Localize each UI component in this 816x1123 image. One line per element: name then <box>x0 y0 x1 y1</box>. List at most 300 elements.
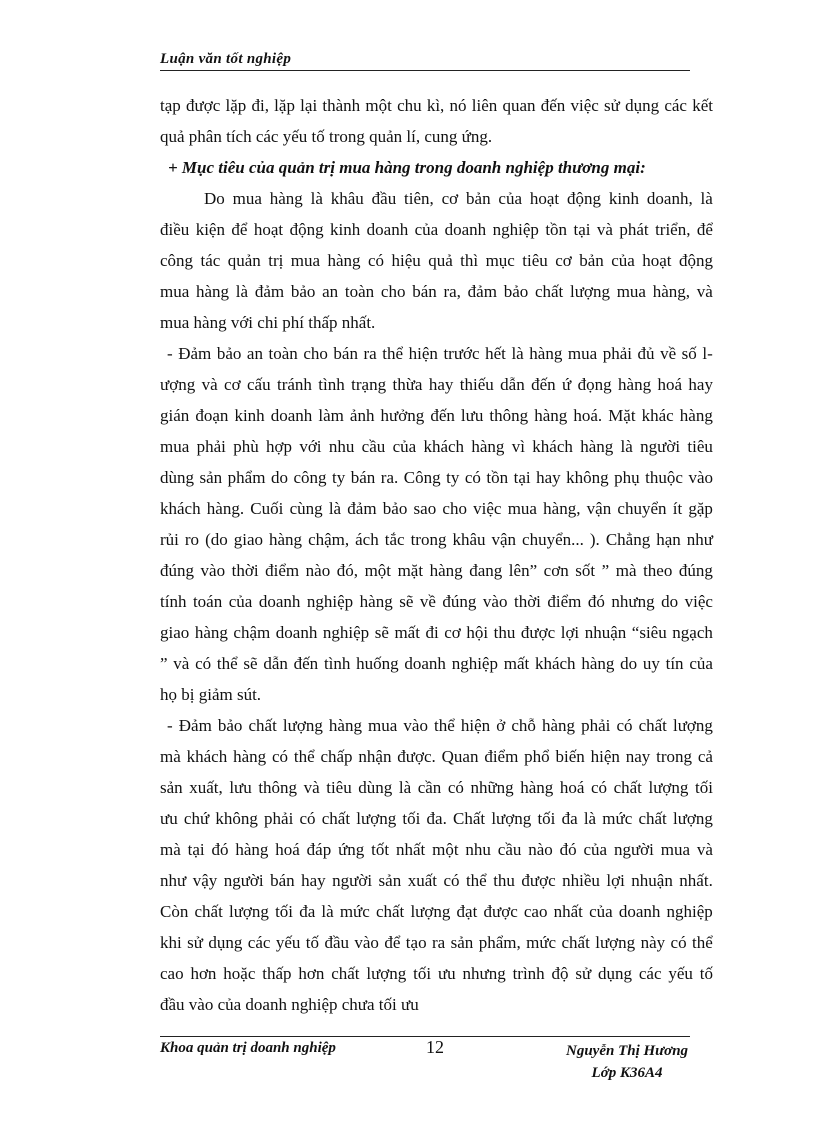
word: chất <box>561 933 590 952</box>
word: khách <box>534 654 576 673</box>
word: tình <box>318 375 345 394</box>
word: hiện <box>408 344 438 363</box>
text-line <box>160 896 713 927</box>
word: mức <box>339 902 370 921</box>
word: nhu <box>328 437 355 456</box>
word: nhưng <box>462 964 506 983</box>
word: nhất. <box>679 871 713 890</box>
word: làm <box>318 406 344 425</box>
word: kết <box>692 96 713 115</box>
word: trước <box>443 344 480 363</box>
word: mức <box>602 809 633 828</box>
word: sử <box>575 964 592 983</box>
word: vì <box>511 437 525 456</box>
word: do <box>620 654 638 673</box>
word: rủi <box>160 530 179 549</box>
word: chất <box>321 809 351 828</box>
word: mua <box>507 499 537 518</box>
word: vận <box>586 499 612 518</box>
word: hàng <box>520 778 554 797</box>
word: tạo <box>405 933 427 952</box>
word: động <box>678 251 713 270</box>
word: đó <box>211 840 229 859</box>
text-line: đầu vào của doanh nghiệp chưa tối ưu <box>160 995 419 1014</box>
word: mua <box>616 282 646 301</box>
word: một <box>432 840 459 859</box>
word: gặp <box>688 499 713 518</box>
word: cho <box>380 282 406 301</box>
word: bảo <box>216 344 242 363</box>
text-line <box>160 183 713 214</box>
word: có <box>616 716 633 735</box>
word: công <box>293 468 327 487</box>
word: toàn <box>268 344 298 363</box>
word: lượng <box>672 716 713 735</box>
word: đến <box>293 654 319 673</box>
text-line <box>160 648 713 679</box>
word: yếu <box>275 933 301 952</box>
word: chất <box>638 716 667 735</box>
word: đảm <box>467 282 497 301</box>
word: bảo <box>217 716 243 735</box>
word: sản <box>160 778 183 797</box>
word: ứng <box>338 840 365 859</box>
word: là <box>583 809 597 828</box>
word: tránh <box>276 375 312 394</box>
text-line <box>160 586 713 617</box>
word: chất <box>534 282 564 301</box>
word: độ <box>551 964 569 983</box>
word: chuyển... <box>522 530 584 549</box>
word: mất <box>503 654 530 673</box>
text-line <box>160 555 713 586</box>
word: hợp <box>266 437 292 456</box>
word: hàng <box>580 437 614 456</box>
word: có <box>271 747 288 766</box>
word: khách <box>532 437 573 456</box>
word: động <box>289 220 324 239</box>
word: những <box>470 778 514 797</box>
word: liên <box>471 96 498 115</box>
word: vào <box>354 933 379 952</box>
word: đảm <box>347 499 377 518</box>
word: cho <box>442 499 467 518</box>
word: tạp <box>160 96 181 115</box>
word: lượng <box>672 809 713 828</box>
word: hàng <box>581 654 615 673</box>
text-line <box>160 276 713 307</box>
word: đến <box>430 406 455 425</box>
word: cấu <box>246 375 271 394</box>
word: phải <box>602 344 632 363</box>
word: là <box>310 189 323 208</box>
word: ảnh <box>349 406 375 425</box>
word: thời <box>231 561 259 580</box>
word: Công <box>403 468 441 487</box>
word: nhuận <box>631 871 673 890</box>
word: tiên, <box>404 189 434 208</box>
word: cơ <box>441 189 459 208</box>
word: nhưng <box>611 592 655 611</box>
word: doanh <box>275 623 318 642</box>
word: điểm <box>547 592 582 611</box>
word: ít <box>672 499 683 518</box>
word: ty <box>446 468 460 487</box>
text-line <box>160 400 713 431</box>
word: sử <box>604 96 620 115</box>
word: thành <box>322 96 361 115</box>
word: tình <box>323 654 351 673</box>
word: phẩm <box>227 468 266 487</box>
word: ra <box>431 933 446 952</box>
word: đọng <box>577 375 612 394</box>
word: mua <box>567 344 598 363</box>
word: phổ <box>524 747 550 766</box>
word: khách <box>160 499 201 518</box>
word: ra <box>363 344 377 363</box>
word: xuất <box>407 871 437 890</box>
word: có <box>367 251 385 270</box>
word: l- <box>702 344 713 363</box>
word: mức <box>526 933 557 952</box>
word: được. <box>397 747 436 766</box>
word: mục <box>485 251 515 270</box>
word: ro <box>184 530 200 549</box>
word: kinh <box>330 220 361 239</box>
word: yếu <box>668 964 693 983</box>
word: bán <box>412 282 437 301</box>
word: đó <box>587 592 605 611</box>
text-line <box>160 958 713 989</box>
word: đạt <box>456 902 478 921</box>
word: hay <box>428 375 454 394</box>
word: đảm <box>254 282 285 301</box>
word: doanh <box>366 220 409 239</box>
word: Mặt <box>608 406 636 425</box>
word: là <box>700 189 713 208</box>
word: - <box>167 716 173 735</box>
word: “siêu <box>631 623 667 642</box>
word: mua <box>160 282 190 301</box>
text-line <box>160 431 713 462</box>
word: giao <box>233 530 264 549</box>
word: đa <box>299 902 316 921</box>
word: như <box>160 871 187 890</box>
word: dụng <box>625 96 660 115</box>
text-line: quả phân tích các yếu tố trong quản lí, cung ứng. <box>160 127 493 146</box>
word: an <box>246 344 263 363</box>
word: nhất <box>553 902 583 921</box>
word: thể <box>293 747 315 766</box>
word: và <box>173 654 190 673</box>
word: là <box>328 499 342 518</box>
word: sản <box>199 468 223 487</box>
word: được <box>521 871 556 890</box>
word: mua <box>368 716 398 735</box>
word: của <box>689 654 713 673</box>
word: công <box>160 251 194 270</box>
word: phụ <box>614 468 640 487</box>
word: hội <box>466 623 489 642</box>
word: Đảm <box>178 344 212 363</box>
word: ” <box>601 561 610 580</box>
word: trị <box>268 251 284 270</box>
word: cao <box>160 964 184 983</box>
word: tại <box>513 468 531 487</box>
word: hàng <box>529 344 563 363</box>
word: của <box>392 437 417 456</box>
word: là <box>398 778 412 797</box>
text-line <box>160 741 713 772</box>
word: phải <box>264 809 294 828</box>
text-line: họ bị giảm sút. <box>160 685 262 704</box>
word: tác <box>200 251 221 270</box>
word: lên” <box>508 561 538 580</box>
word: một <box>364 561 392 580</box>
text-line <box>160 524 713 555</box>
word: chậm <box>233 623 271 642</box>
word: tính <box>160 592 187 611</box>
word: hoá <box>275 840 300 859</box>
word: đến <box>540 96 566 115</box>
word: hàng <box>196 282 230 301</box>
word: doanh <box>618 902 661 921</box>
word: chứ <box>183 809 210 828</box>
word: tố <box>699 964 713 983</box>
word: đang <box>469 561 503 580</box>
word: Còn <box>160 902 189 921</box>
word: đúng <box>442 592 477 611</box>
word: phù <box>233 437 259 456</box>
word: doanh <box>444 220 487 239</box>
word: khách <box>423 437 465 456</box>
word: phát <box>619 220 649 239</box>
word: hay <box>688 375 713 394</box>
word: vận <box>491 530 517 549</box>
word: tốt <box>371 840 390 859</box>
word: ưu <box>160 809 178 828</box>
text-line <box>160 710 713 741</box>
word: ứ <box>562 375 572 394</box>
word: ra, <box>443 282 461 301</box>
word: tối <box>275 902 294 921</box>
word: dẫn <box>263 654 288 673</box>
word: ở <box>496 716 506 735</box>
word: và <box>596 220 613 239</box>
word: nghiệp <box>492 220 539 239</box>
word: các <box>664 96 687 115</box>
word: lợi <box>606 871 625 890</box>
word: nghiệp <box>306 592 354 611</box>
word: đi, <box>251 96 269 115</box>
word: cầu <box>361 437 386 456</box>
text-line <box>160 834 713 865</box>
word: để <box>231 220 248 239</box>
word: người <box>332 871 373 890</box>
word: chậm, <box>308 530 350 549</box>
word: Chẳng <box>605 530 651 549</box>
word: mua <box>232 189 262 208</box>
word: của <box>611 251 635 270</box>
word: bảo <box>290 282 316 301</box>
body-text <box>160 90 713 1020</box>
word: tiêu <box>687 437 713 456</box>
word: hoặc <box>223 964 256 983</box>
word: tắc <box>384 530 405 549</box>
word: tố <box>305 933 320 952</box>
word: là <box>620 437 633 456</box>
word: kinh <box>608 189 640 208</box>
word: lưu <box>460 406 484 425</box>
word: thiếu <box>459 375 494 394</box>
word: quản <box>227 251 261 270</box>
word: đó <box>559 840 577 859</box>
word: toàn <box>344 282 375 301</box>
word: Cuối <box>250 499 284 518</box>
word: hàng. <box>206 499 245 518</box>
word: lượng <box>356 809 397 828</box>
word: doanh <box>258 592 301 611</box>
word: cần <box>417 778 442 797</box>
word: ra. <box>380 468 399 487</box>
word: vào <box>403 716 428 735</box>
word: ” <box>160 654 168 673</box>
word: chất <box>375 902 405 921</box>
word: chất <box>248 716 277 735</box>
word: và <box>201 375 218 394</box>
text-line <box>160 927 713 958</box>
word: tiêu <box>522 251 548 270</box>
word: bảo <box>503 282 529 301</box>
text-line <box>160 803 713 834</box>
word: người <box>640 437 681 456</box>
word: vào <box>200 561 226 580</box>
word: tối <box>413 964 432 983</box>
word: trong <box>410 530 447 549</box>
word: quan <box>502 96 536 115</box>
word: Đảm <box>178 716 212 735</box>
word: kiện <box>195 220 225 239</box>
word: hạn <box>656 530 681 549</box>
word: tại <box>573 220 591 239</box>
word: tối <box>694 778 713 797</box>
word: đúng <box>678 561 713 580</box>
word: chất <box>331 964 360 983</box>
word: cầu <box>497 840 522 859</box>
word: tại <box>187 840 205 859</box>
word: tối <box>537 809 556 828</box>
word: hay <box>536 468 561 487</box>
word: - <box>167 344 173 363</box>
word: Quan <box>441 747 479 766</box>
word: hoá <box>559 778 585 797</box>
word: được <box>483 902 518 921</box>
word: khâu <box>452 530 486 549</box>
word: là <box>511 344 524 363</box>
word: huống <box>356 654 399 673</box>
word: kì, <box>426 96 445 115</box>
word: lượng <box>595 933 636 952</box>
word: dụng <box>208 933 243 952</box>
word: lượng <box>366 964 407 983</box>
word: giao <box>160 623 190 642</box>
word: của <box>498 189 523 208</box>
word: ngạch <box>672 623 713 642</box>
word: của <box>589 902 613 921</box>
word: nghiệp <box>322 623 370 642</box>
word: cùng <box>289 499 323 518</box>
word: mua <box>660 840 691 859</box>
word: lại <box>300 96 318 115</box>
word: về <box>419 592 436 611</box>
word: được <box>186 96 221 115</box>
word: thể <box>216 654 238 673</box>
word: biến <box>555 747 585 766</box>
word: sốt <box>575 561 596 580</box>
word: hàng <box>328 716 362 735</box>
word: là <box>235 282 249 301</box>
word: doanh <box>270 406 313 425</box>
text-line: + Mục tiêu của quản trị mua hàng trong doanh nghiệp thương mại: <box>168 158 646 177</box>
word: cơ <box>555 251 572 270</box>
word: điểm <box>265 561 300 580</box>
word: thể <box>434 716 455 735</box>
word: mặt <box>397 561 424 580</box>
word: sao <box>413 499 437 518</box>
word: nay <box>625 747 651 766</box>
word: hàng, <box>652 282 691 301</box>
word: được <box>520 623 556 642</box>
word: doanh <box>404 654 446 673</box>
word: tồn <box>545 220 568 239</box>
word: và <box>696 282 713 301</box>
word: hiệu <box>391 251 421 270</box>
word: an <box>322 282 339 301</box>
word: việc <box>570 96 599 115</box>
text-line <box>160 90 713 121</box>
word: kinh <box>234 406 265 425</box>
word: ). <box>589 530 600 549</box>
text-line <box>160 772 713 803</box>
word: tồn <box>486 468 509 487</box>
word: hơn <box>190 964 217 983</box>
word: có <box>670 933 687 952</box>
word: động <box>566 189 601 208</box>
word: gián <box>160 406 190 425</box>
word: có <box>443 871 460 890</box>
word: mất <box>394 623 420 642</box>
word: về <box>660 344 677 363</box>
word: điểm <box>484 747 519 766</box>
word: lượng <box>570 282 610 301</box>
word: hàng <box>327 251 361 270</box>
word: mua <box>290 251 321 270</box>
word: lượng <box>410 902 451 921</box>
word: thì <box>460 251 479 270</box>
word: có <box>195 654 212 673</box>
word: cho <box>303 344 328 363</box>
word: thuộc <box>645 468 683 487</box>
word: sản <box>378 871 402 890</box>
footer-author-block <box>566 1040 688 1084</box>
word: phẩm, <box>478 933 521 952</box>
text-line <box>160 369 713 400</box>
word: nhiều <box>562 871 600 890</box>
word: người <box>223 871 264 890</box>
word: hơn <box>298 964 325 983</box>
word: chuyển <box>617 499 667 518</box>
word: người <box>613 840 654 859</box>
